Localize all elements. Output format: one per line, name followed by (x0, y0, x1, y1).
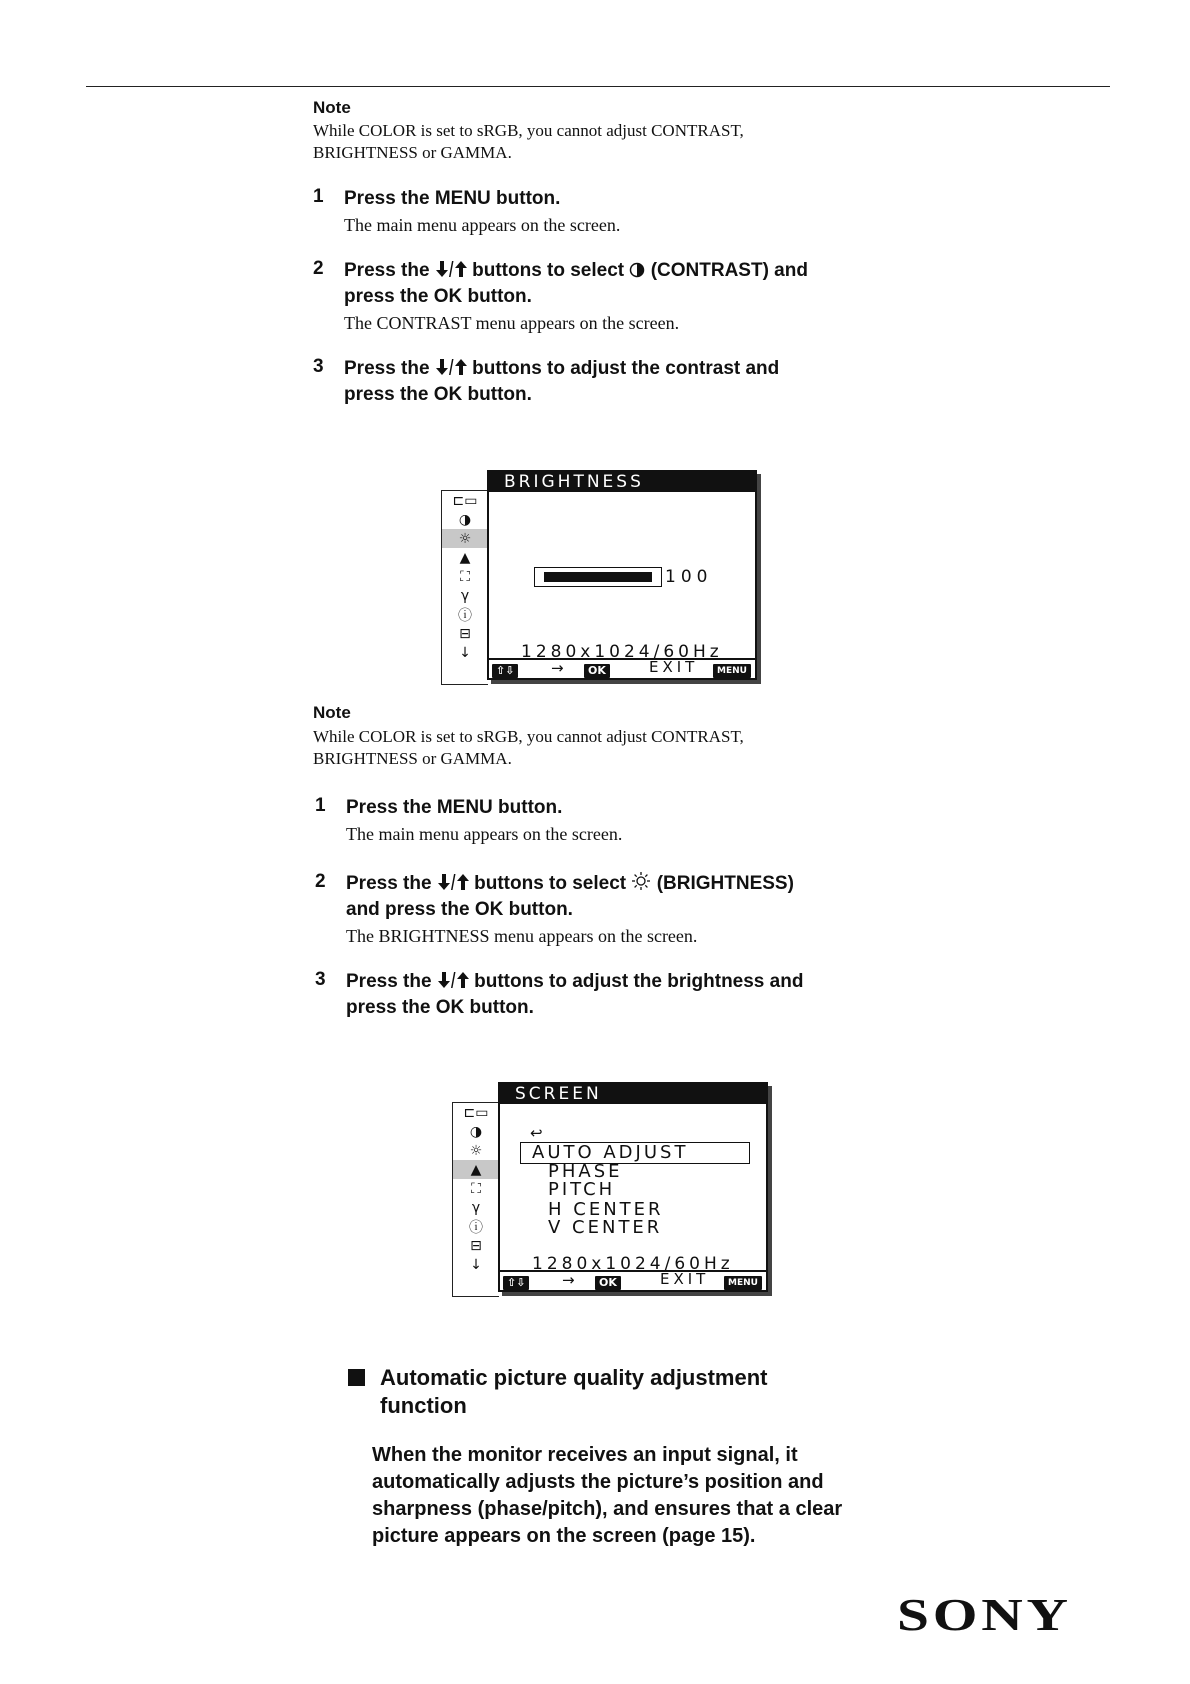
down-arrow-icon: ↓ (470, 1256, 482, 1273)
osd-title: SCREEN (500, 1084, 766, 1104)
ok-key: OK (584, 664, 610, 678)
exit-label: EXIT (649, 658, 699, 676)
osd-bottom-bar-2 (500, 1270, 766, 1290)
brightness-value: 100 (665, 567, 713, 587)
brightness-step-1: 1 Press the MENU button. The main menu appears on the screen. (315, 795, 623, 844)
sony-logo: SONY (897, 1589, 1072, 1640)
input-icon: ⊏▭ (452, 492, 478, 509)
menu-item-pitch: PITCH (548, 1179, 616, 1200)
option-icon: ⓘ (458, 607, 472, 624)
contrast-step-2: 2 Press the buttons to select (CONTRAST) and press the OK button. The CONTRAST menu appears on the screen. (313, 258, 808, 333)
brightness-icon: ☼ (469, 1142, 483, 1159)
brightness-step-2: 2 Press the buttons to select (BRIGHTNESS) and press the OK button. The BRIGHTNESS menu appears on the screen. (315, 871, 794, 946)
up-down-keys-icon: ⇧⇩ (492, 661, 518, 679)
screen-icon: ▲ (459, 549, 471, 566)
color-icon: ⛶ (460, 568, 470, 585)
note-text: While COLOR is set to sRGB, you cannot adjust CONTRAST, BRIGHTNESS or GAMMA. (313, 121, 744, 162)
down-arrow-icon: ↓ (459, 644, 471, 661)
menu-key: MENU (724, 1276, 762, 1290)
down-up-arrows-icon (435, 260, 467, 278)
color-icon: ⛶ (471, 1180, 481, 1197)
brightness-step-3: 3 Press the buttons to adjust the brightness and press the OK button. (315, 969, 804, 1018)
resolution-readout: 1280x1024/60Hz (532, 1254, 734, 1274)
brightness-bar-fill (544, 572, 652, 582)
contrast-icon: ◑ (458, 511, 472, 528)
menu-item-auto-adjust: AUTO ADJUST (532, 1142, 689, 1163)
ok-key: OK (595, 1276, 621, 1290)
exit-label: EXIT (660, 1270, 710, 1288)
note-heading: Note (313, 98, 351, 117)
option-icon: ⓘ (469, 1219, 483, 1236)
osd-panel (487, 470, 757, 680)
contrast-icon (629, 262, 645, 278)
position-icon: ⊟ (459, 625, 471, 642)
osd-icon-column (441, 490, 488, 685)
osd-title: BRIGHTNESS (489, 472, 755, 492)
section-body: When the monitor receives an input signal, it automatically adjusts the picture’s position and sharpness (phase/pitch), and ensures that a clear picture appears on the screen (page 15). (372, 1444, 843, 1547)
osd-icon-column-2 (452, 1102, 499, 1297)
position-icon: ⊟ (470, 1237, 482, 1254)
osd-brightness-menu (441, 470, 761, 684)
menu-item-v-center: V CENTER (548, 1217, 663, 1238)
down-up-arrows-icon (437, 971, 469, 989)
screen-icon: ▲ (453, 1160, 499, 1179)
section-title: Automatic picture quality adjustment function (348, 1364, 840, 1420)
gamma-icon: γ (471, 1199, 481, 1216)
menu-item-h-center: H CENTER (548, 1199, 664, 1220)
gamma-icon: γ (460, 587, 470, 604)
return-icon: ↩ (530, 1124, 543, 1142)
input-icon: ⊏▭ (463, 1104, 489, 1121)
square-bullet-icon (348, 1369, 365, 1386)
arrow-right-icon: → (562, 1271, 575, 1289)
osd-screen-menu (452, 1082, 772, 1296)
header-rule (86, 86, 1110, 87)
osd-panel-2 (498, 1082, 768, 1292)
menu-key: MENU (713, 664, 751, 678)
up-down-keys-icon: ⇧⇩ (503, 1273, 529, 1291)
brightness-icon: ☼ (442, 529, 488, 548)
resolution-readout: 1280x1024/60Hz (521, 642, 723, 662)
down-up-arrows-icon (437, 873, 469, 891)
down-up-arrows-icon (435, 358, 467, 376)
osd-bottom-bar (489, 658, 755, 678)
contrast-icon: ◑ (469, 1123, 483, 1140)
note-heading-2: Note (313, 703, 351, 722)
contrast-step-3: 3 Press the buttons to adjust the contrast and press the OK button. (313, 356, 780, 405)
brightness-icon (631, 871, 651, 891)
contrast-step-1: 1 Press the MENU button. The main menu appears on the screen. (313, 186, 621, 235)
note-text-2: While COLOR is set to sRGB, you cannot adjust CONTRAST, BRIGHTNESS or GAMMA. (313, 727, 744, 768)
menu-item-phase: PHASE (548, 1161, 623, 1182)
arrow-right-icon: → (551, 659, 564, 677)
brightness-bar (534, 567, 662, 587)
